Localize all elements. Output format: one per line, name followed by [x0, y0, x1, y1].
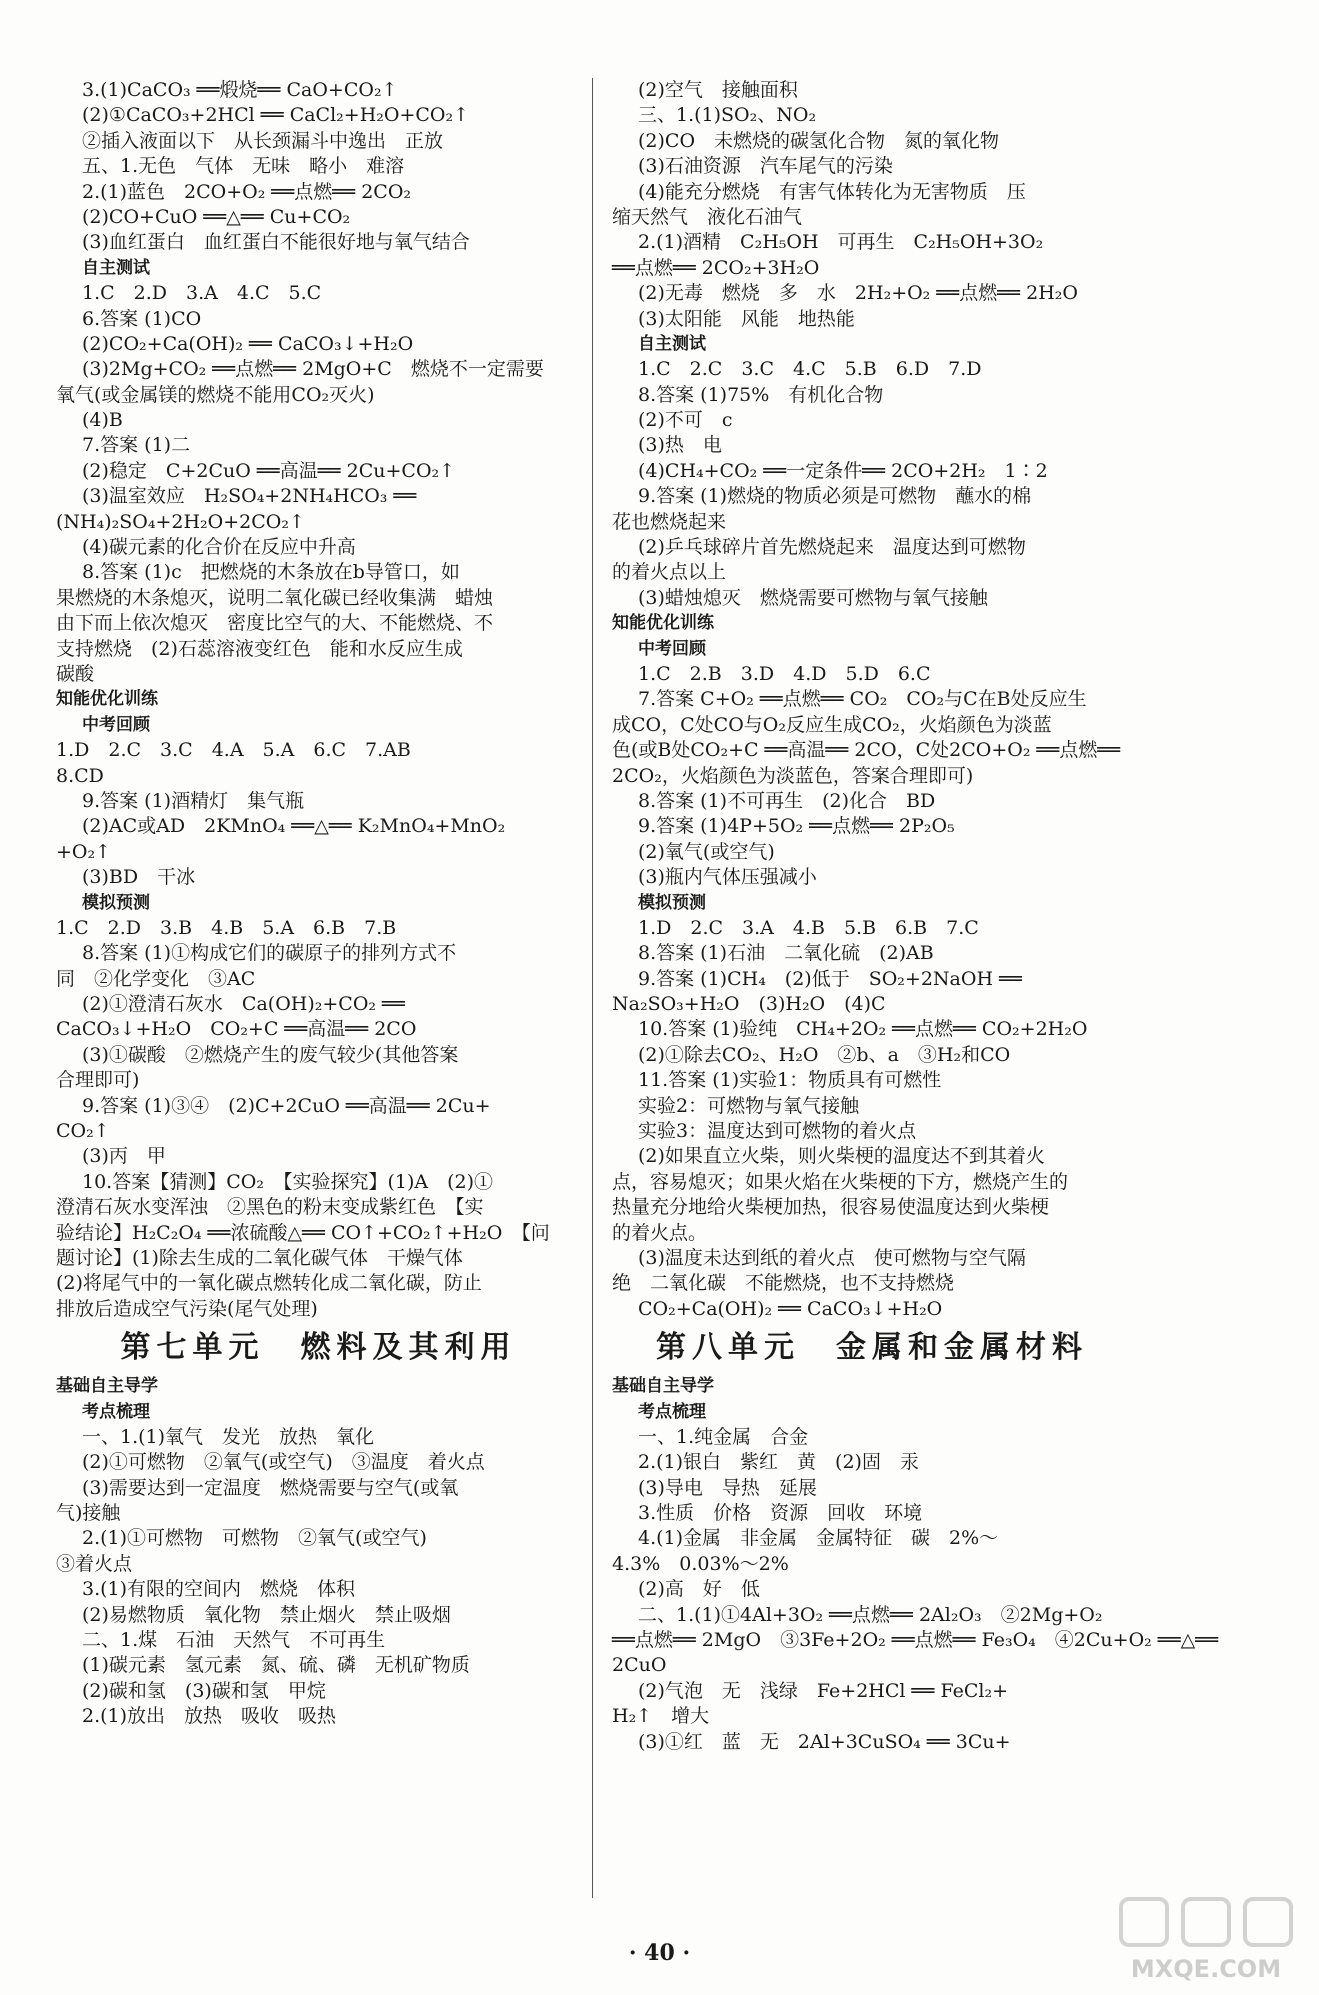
- text-line: 8.答案 (1)①构成它们的碳原子的排列方式不: [82, 942, 457, 965]
- text-line: 合理即可): [56, 1069, 140, 1092]
- text-line: 点，容易熄灭；如果火焰在火柴梗的下方，燃烧产生的: [612, 1170, 1069, 1193]
- text-line: (3)石油资源 汽车尾气的污染: [638, 155, 893, 178]
- column-divider: [592, 78, 593, 1898]
- unit-title: 第七单元 燃料及其利用: [120, 1330, 517, 1366]
- text-line: 成CO，C处CO与O₂反应生成CO₂，火焰颜色为淡蓝: [612, 713, 1052, 736]
- text-line: 7.答案 (1)二: [82, 434, 191, 457]
- text-line: 8.答案 (1)不可再生 (2)化合 BD: [638, 789, 936, 812]
- text-line: 缩天然气 液化石油气: [612, 205, 803, 228]
- text-line: 实验2：可燃物与氧气接触: [638, 1094, 860, 1117]
- text-line: 10.答案 (1)验纯 CH₄+2O₂ ══点燃══ CO₂+2H₂O: [638, 1018, 1088, 1041]
- watermark-logo-icon: [1111, 1893, 1301, 1953]
- text-line: 1.C 2.D 3.B 4.B 5.A 6.B 7.B: [56, 916, 397, 939]
- text-line: 9.答案 (1)CH₄ (2)低于 SO₂+2NaOH ══: [638, 967, 1022, 990]
- text-line: (2)如果直立火柴，则火柴梗的温度达不到其着火: [638, 1145, 1045, 1168]
- text-line: 二、1.(1)①4Al+3O₂ ══点燃══ 2Al₂O₃ ②2Mg+O₂: [638, 1603, 1103, 1626]
- text-line: 8.答案 (1)75% 有机化合物: [638, 383, 884, 406]
- watermark: [1111, 1893, 1301, 1983]
- section-heading: 基础自主导学: [56, 1376, 158, 1397]
- text-line: (3)BD 干冰: [82, 866, 196, 889]
- text-line: 同 ②化学变化 ③AC: [56, 967, 256, 990]
- text-line: 碳酸: [56, 662, 95, 685]
- text-line: 1.C 2.D 3.A 4.C 5.C: [82, 282, 322, 305]
- text-line: (2)①CaCO₃+2HCl ══ CaCl₂+H₂O+CO₂↑: [82, 104, 470, 127]
- text-line: (2)CO+CuO ══△══ Cu+CO₂: [82, 205, 351, 228]
- text-line: 支持燃烧 (2)石蕊溶液变红色 能和水反应生成: [56, 637, 463, 660]
- text-line: ②插入液面以下 从长颈漏斗中逸出 正放: [82, 129, 444, 152]
- text-line: 2.(1)银白 紫红 黄 (2)固 汞: [638, 1451, 919, 1474]
- text-line: (3)①红 蓝 无 2Al+3CuSO₄ ══ 3Cu+: [638, 1730, 1011, 1753]
- text-line: 1.D 2.C 3.C 4.A 5.A 6.C 7.AB: [56, 739, 411, 762]
- section-heading: 知能优化训练: [56, 689, 158, 710]
- text-line: (4)碳元素的化合价在反应中升高: [82, 536, 356, 559]
- text-line: 1.C 2.B 3.D 4.D 5.D 6.C: [638, 662, 931, 685]
- section-heading: 中考回顾: [82, 714, 150, 735]
- text-line: (2)AC或AD 2KMnO₄ ══△══ K₂MnO₄+MnO₂: [82, 815, 506, 838]
- section-heading: 知能优化训练: [612, 613, 714, 634]
- text-line: 8.答案 (1)c 把燃烧的木条放在b导管口，如: [82, 561, 460, 584]
- text-line: 澄清石灰水变浑浊 ②黑色的粉末变成紫红色 【实: [56, 1196, 484, 1219]
- right-column: [612, 78, 1219, 1755]
- text-line: 的着火点。: [612, 1221, 708, 1244]
- text-line: CO₂+Ca(OH)₂ ══ CaCO₃↓+H₂O: [638, 1297, 943, 1320]
- text-line: CaCO₃↓+H₂O CO₂+C ══高温══ 2CO: [56, 1018, 417, 1041]
- text-line: ══点燃══ 2CO₂+3H₂O: [612, 256, 820, 279]
- watermark-text: MXQE.COM: [1130, 1955, 1282, 1983]
- text-line: 的着火点以上: [612, 561, 727, 584]
- section-heading: 中考回顾: [638, 638, 706, 659]
- section-heading: 自主测试: [638, 333, 706, 354]
- text-line: (2)CO₂+Ca(OH)₂ ══ CaCO₃↓+H₂O: [82, 332, 414, 355]
- text-line: (2)稳定 C+2CuO ══高温══ 2Cu+CO₂↑: [82, 459, 456, 482]
- text-line: (2)氧气(或空气): [638, 840, 775, 863]
- text-line: 9.答案 (1)酒精灯 集气瓶: [82, 789, 305, 812]
- text-line: 题讨论】(1)除去生成的二氧化碳气体 干燥气体: [56, 1246, 463, 1269]
- text-line: 氧气(或金属镁的燃烧不能用CO₂灭火): [56, 383, 375, 406]
- text-line: (3)①碳酸 ②燃烧产生的废气较少(其他答案: [82, 1043, 459, 1066]
- page-number: · 40 ·: [628, 1940, 691, 1966]
- text-line: (3)瓶内气体压强减小: [638, 866, 817, 889]
- section-heading: 考点梳理: [638, 1401, 706, 1422]
- text-line: 8.CD: [56, 764, 104, 787]
- text-line: +O₂↑: [56, 840, 112, 863]
- text-line: (4)CH₄+CO₂ ══一定条件══ 2CO+2H₂ 1∶2: [638, 459, 1048, 482]
- left-column: [56, 78, 581, 1730]
- text-line: (1)碳元素 氢元素 氮、硫、磷 无机矿物质: [82, 1654, 470, 1677]
- text-line: ══点燃══ 2MgO ③3Fe+2O₂ ══点燃══ Fe₃O₄ ④2Cu+O₂ ══△══: [612, 1629, 1219, 1652]
- text-line: (2)气泡 无 浅绿 Fe+2HCl ══ FeCl₂+: [638, 1679, 1008, 1702]
- text-line: 色(或B处CO₂+C ══高温══ 2CO，C处2CO+O₂ ══点燃══: [612, 739, 1121, 762]
- text-line: (2)①可燃物 ②氧气(或空气) ③温度 着火点: [82, 1451, 485, 1474]
- text-line: 2.(1)蓝色 2CO+O₂ ══点燃══ 2CO₂: [82, 180, 412, 203]
- text-line: 由下而上依次熄灭 密度比空气的大、不能燃烧、不: [56, 612, 494, 635]
- text-line: (2)将尾气中的一氧化碳点燃转化成二氧化碳，防止: [56, 1272, 482, 1295]
- text-line: (3)需要达到一定温度 燃烧需要与空气(或氧: [82, 1476, 459, 1499]
- text-line: 热量充分地给火柴梗加热，很容易使温度达到火柴梗: [612, 1196, 1050, 1219]
- unit-title: 第八单元 金属和金属材料: [656, 1330, 1088, 1366]
- text-line: (3)血红蛋白 血红蛋白不能很好地与氧气结合: [82, 231, 470, 254]
- text-line: H₂↑ 增大: [612, 1705, 710, 1728]
- text-line: (3)2Mg+CO₂ ══点燃══ 2MgO+C 燃烧不一定需要: [82, 358, 544, 381]
- text-line: (3)导电 导热 延展: [638, 1476, 817, 1499]
- text-line: (4)能充分燃烧 有害气体转化为无害物质 压: [638, 180, 1026, 203]
- text-line: 3.(1)CaCO₃ ══煅烧══ CaO+CO₂↑: [82, 79, 398, 101]
- text-line: 1.C 2.C 3.C 4.C 5.B 6.D 7.D: [638, 358, 982, 381]
- section-heading: 考点梳理: [82, 1401, 150, 1422]
- text-line: (2)碳和氢 (3)碳和氢 甲烷: [82, 1679, 326, 1702]
- text-line: 1.D 2.C 3.A 4.B 5.B 6.B 7.C: [638, 916, 979, 939]
- text-line: (2)易燃物质 氧化物 禁止烟火 禁止吸烟: [82, 1603, 451, 1626]
- text-line: 二、1.煤 石油 天然气 不可再生: [82, 1629, 386, 1652]
- text-line: (2)高 好 低: [638, 1578, 760, 1601]
- section-heading: 模拟预测: [638, 892, 706, 913]
- text-line: 五、1.无色 气体 无味 略小 难溶: [82, 155, 405, 178]
- text-line: 6.答案 (1)CO: [82, 307, 202, 330]
- text-line: 2CuO: [612, 1654, 667, 1677]
- text-line: 排放后造成空气污染(尾气处理): [56, 1297, 318, 1320]
- text-line: 10.答案【猜测】CO₂ 【实验探究】(1)A (2)①: [82, 1170, 493, 1193]
- section-heading: 基础自主导学: [612, 1376, 714, 1397]
- section-heading: 模拟预测: [82, 892, 150, 913]
- text-line: 2.(1)酒精 C₂H₅OH 可再生 C₂H₅OH+3O₂: [638, 231, 1044, 254]
- text-line: (NH₄)₂SO₄+2H₂O+2CO₂↑: [56, 510, 305, 533]
- text-line: (2)①除去CO₂、H₂O ②b、a ③H₂和CO: [638, 1043, 1011, 1066]
- text-line: 9.答案 (1)③④ (2)C+2CuO ══高温══ 2Cu+: [82, 1094, 491, 1117]
- text-line: 实验3：温度达到可燃物的着火点: [638, 1120, 917, 1143]
- text-line: 8.答案 (1)石油 二氧化硫 (2)AB: [638, 942, 934, 965]
- text-line: (3)丙 甲: [82, 1145, 166, 1168]
- text-line: 9.答案 (1)4P+5O₂ ══点燃══ 2P₂O₅: [638, 815, 955, 838]
- text-line: 2.(1)①可燃物 可燃物 ②氧气(或空气): [82, 1527, 427, 1550]
- text-line: ③着火点: [56, 1552, 133, 1575]
- text-line: 3.性质 价格 资源 回收 环境: [638, 1502, 923, 1525]
- section-heading: 自主测试: [82, 257, 150, 278]
- text-line: CO₂↑: [56, 1120, 110, 1143]
- text-line: 花也燃烧起来: [612, 510, 727, 533]
- text-line: 果燃烧的木条熄灭，说明二氧化碳已经收集满 蜡烛: [56, 586, 494, 609]
- text-line: (2)无毒 燃烧 多 水 2H₂+O₂ ══点燃══ 2H₂O: [638, 282, 1078, 305]
- text-line: 4.(1)金属 非金属 金属特征 碳 2%～: [638, 1527, 999, 1550]
- text-line: (3)太阳能 风能 地热能: [638, 307, 855, 330]
- text-line: (4)B: [82, 409, 123, 432]
- text-line: (2)CO 未燃烧的碳氢化合物 氮的氧化物: [638, 129, 1000, 152]
- text-line: (3)蜡烛熄灭 燃烧需要可燃物与氧气接触: [638, 586, 988, 609]
- text-line: 绝 二氧化碳 不能燃烧，也不支持燃烧: [612, 1272, 955, 1295]
- text-line: (2)空气 接触面积: [638, 79, 798, 101]
- text-line: 7.答案 C+O₂ ══点燃══ CO₂ CO₂与C在B处反应生: [638, 688, 1087, 711]
- text-line: 4.3% 0.03%～2%: [612, 1552, 789, 1575]
- text-line: 2.(1)放出 放热 吸收 吸热: [82, 1705, 337, 1728]
- text-line: (3)温室效应 H₂SO₄+2NH₄HCO₃ ══: [82, 485, 417, 508]
- text-line: (2)①澄清石灰水 Ca(OH)₂+CO₂ ══: [82, 993, 405, 1016]
- text-line: (3)温度未达到纸的着火点 使可燃物与空气隔: [638, 1246, 1026, 1269]
- text-line: (2)不可 c: [638, 409, 733, 432]
- text-line: 一、1.纯金属 合金: [638, 1425, 809, 1448]
- text-line: (3)热 电: [638, 434, 722, 457]
- text-line: 验结论】H₂C₂O₄ ══浓硫酸△══ CO↑+CO₂↑+H₂O 【问: [56, 1221, 550, 1244]
- text-line: 一、1.(1)氧气 发光 放热 氧化: [82, 1425, 375, 1448]
- text-line: 11.答案 (1)实验1：物质具有可燃性: [638, 1069, 942, 1092]
- text-line: 三、1.(1)SO₂、NO₂: [638, 104, 817, 127]
- text-line: 3.(1)有限的空间内 燃烧 体积: [82, 1578, 356, 1601]
- text-line: 气)接触: [56, 1502, 121, 1525]
- text-line: 2CO₂，火焰颜色为淡蓝色，答案合理即可): [612, 764, 974, 787]
- text-line: (2)乒乓球碎片首先燃烧起来 温度达到可燃物: [638, 536, 1026, 559]
- text-line: Na₂SO₃+H₂O (3)H₂O (4)C: [612, 993, 886, 1016]
- text-line: 9.答案 (1)燃烧的物质必须是可燃物 蘸水的棉: [638, 485, 1032, 508]
